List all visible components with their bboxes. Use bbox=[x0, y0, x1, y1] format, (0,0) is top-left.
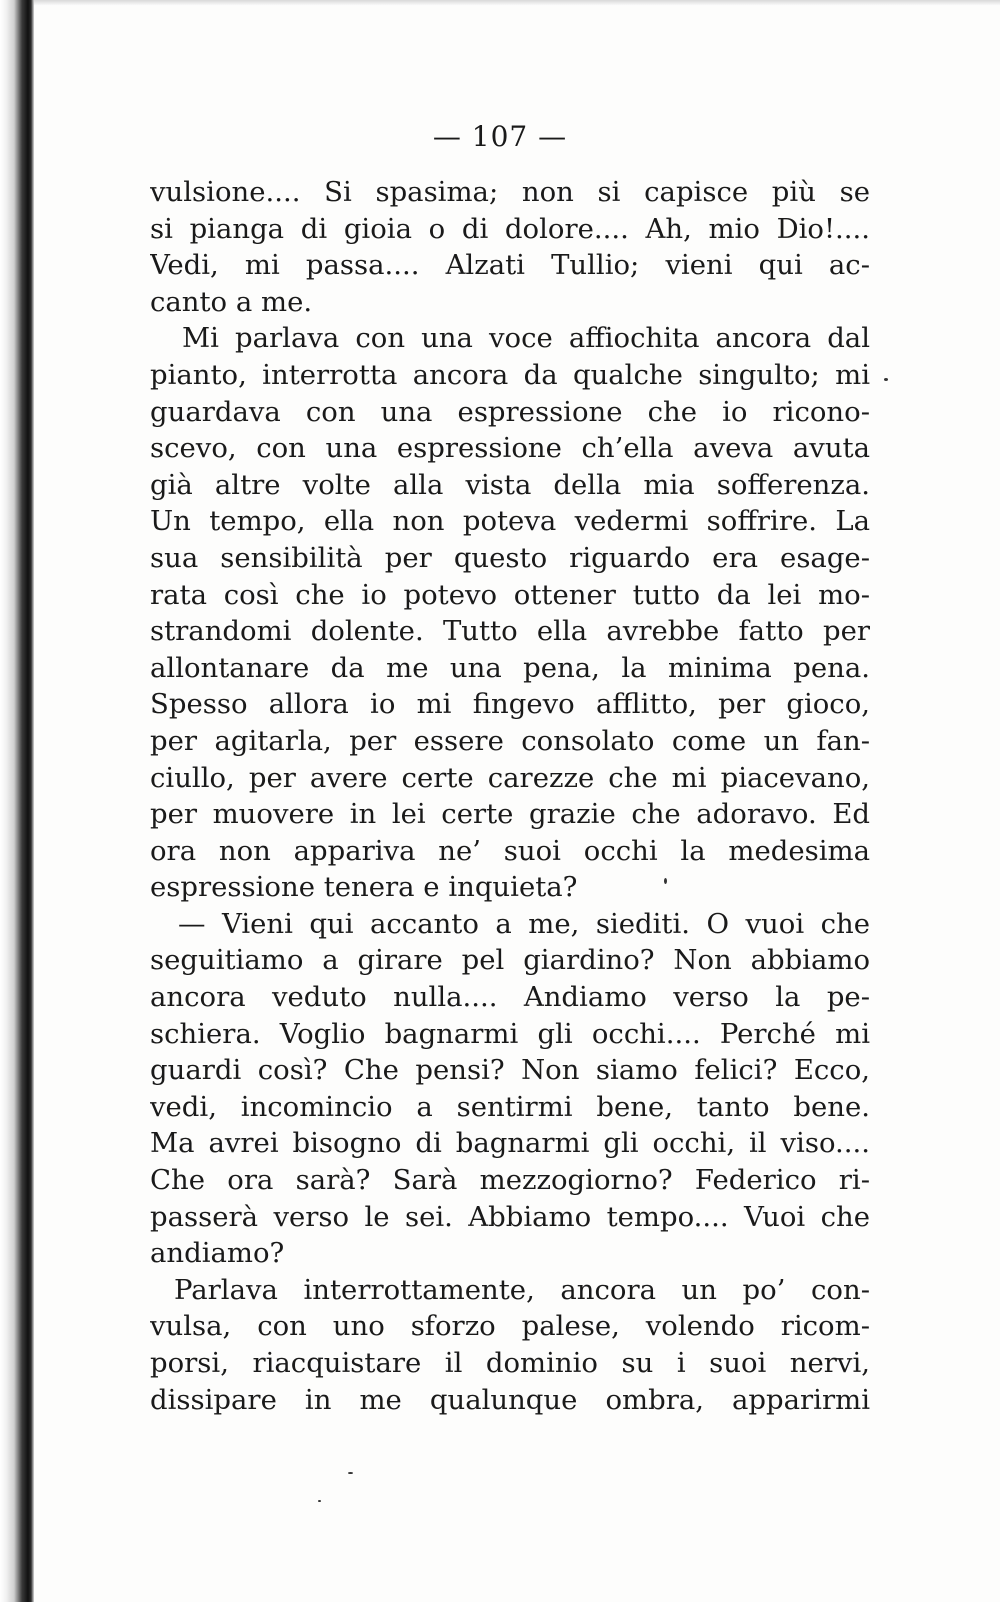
text-line: Spesso allora io mi fingevo afflitto, per gioco, bbox=[150, 688, 870, 721]
text-line: già altre volte alla vista della mia sofferenza. bbox=[150, 468, 870, 501]
text-line: ora non appariva ne’ suoi occhi la medesima bbox=[150, 834, 870, 867]
text-line: dissipare in me qualunque ombra, apparirmi bbox=[150, 1383, 870, 1416]
text-line: ciullo, per avere certe carezze che mi piacevano, bbox=[150, 761, 870, 794]
page-number: — 107 — bbox=[432, 120, 568, 153]
text-line: Vedi, mi passa.... Alzati Tullio; vieni qui ac- bbox=[150, 249, 870, 282]
text-line: ancora veduto nulla.... Andiamo verso la pe- bbox=[150, 981, 870, 1014]
text-line: allontanare da me una pena, la minima pena. bbox=[150, 651, 870, 684]
text-line: espressione tenera e inquieta? bbox=[150, 871, 578, 904]
text-line: canto a me. bbox=[150, 285, 313, 318]
text-line: guardi così? Che pensi? Non siamo felici? Ecco, bbox=[150, 1054, 870, 1087]
text-line: Che ora sarà? Sarà mezzogiorno? Federico ri- bbox=[150, 1164, 870, 1197]
text-line: — Vieni qui accanto a me, siediti. O vuoi che bbox=[178, 907, 870, 940]
text-line: vulsa, con uno sforzo palese, volendo ricom- bbox=[150, 1310, 870, 1343]
text-line: porsi, riacquistare il dominio su i suoi nervi, bbox=[150, 1347, 870, 1379]
scan-speck bbox=[664, 878, 667, 884]
text-line: guardava con una espressione che io ricono- bbox=[150, 395, 870, 428]
text-line: andiamo? bbox=[150, 1237, 285, 1270]
scan-speck bbox=[318, 1500, 321, 1502]
text-line: scevo, con una espressione ch’ella aveva avuta bbox=[150, 432, 870, 465]
text-line: passerà verso le sei. Abbiamo tempo.... Vuoi che bbox=[150, 1200, 870, 1233]
text-line: Ma avrei bisogno di bagnarmi gli occhi, il viso.... bbox=[150, 1127, 870, 1160]
text-line: rata così che io potevo ottener tutto da lei mo- bbox=[150, 578, 870, 611]
text-line: pianto, interrotta ancora da qualche singulto; mi bbox=[150, 358, 870, 391]
scan-speck bbox=[884, 378, 888, 381]
scan-top-edge bbox=[34, 0, 1000, 6]
text-line: si pianga di gioia o di dolore.... Ah, mio Dio!.... bbox=[150, 212, 870, 245]
text-line: vulsione.... Si spasima; non si capisce più se bbox=[150, 176, 870, 208]
text-line: seguitiamo a girare pel giardino? Non abbiamo bbox=[150, 944, 870, 977]
text-line: Mi parlava con una voce affiochita ancora dal bbox=[182, 322, 870, 355]
body-text bbox=[150, 174, 870, 1418]
scan-speck bbox=[348, 1472, 353, 1474]
text-line: Parlava interrottamente, ancora un po’ con- bbox=[174, 1273, 870, 1306]
text-line: schiera. Voglio bagnarmi gli occhi.... Perché mi bbox=[150, 1017, 870, 1050]
text-line: per agitarla, per essere consolato come un fan- bbox=[150, 724, 870, 757]
text-line: per muovere in lei certe grazie che adoravo. Ed bbox=[150, 798, 870, 831]
text-line: strandomi dolente. Tutto ella avrebbe fatto per bbox=[150, 615, 870, 648]
binding-edge bbox=[0, 0, 34, 1602]
text-line: Un tempo, ella non poteva vedermi soffrire. La bbox=[150, 505, 870, 538]
text-line: sua sensibilità per questo riguardo era esage- bbox=[150, 541, 870, 574]
text-line: vedi, incomincio a sentirmi bene, tanto bene. bbox=[150, 1090, 870, 1123]
